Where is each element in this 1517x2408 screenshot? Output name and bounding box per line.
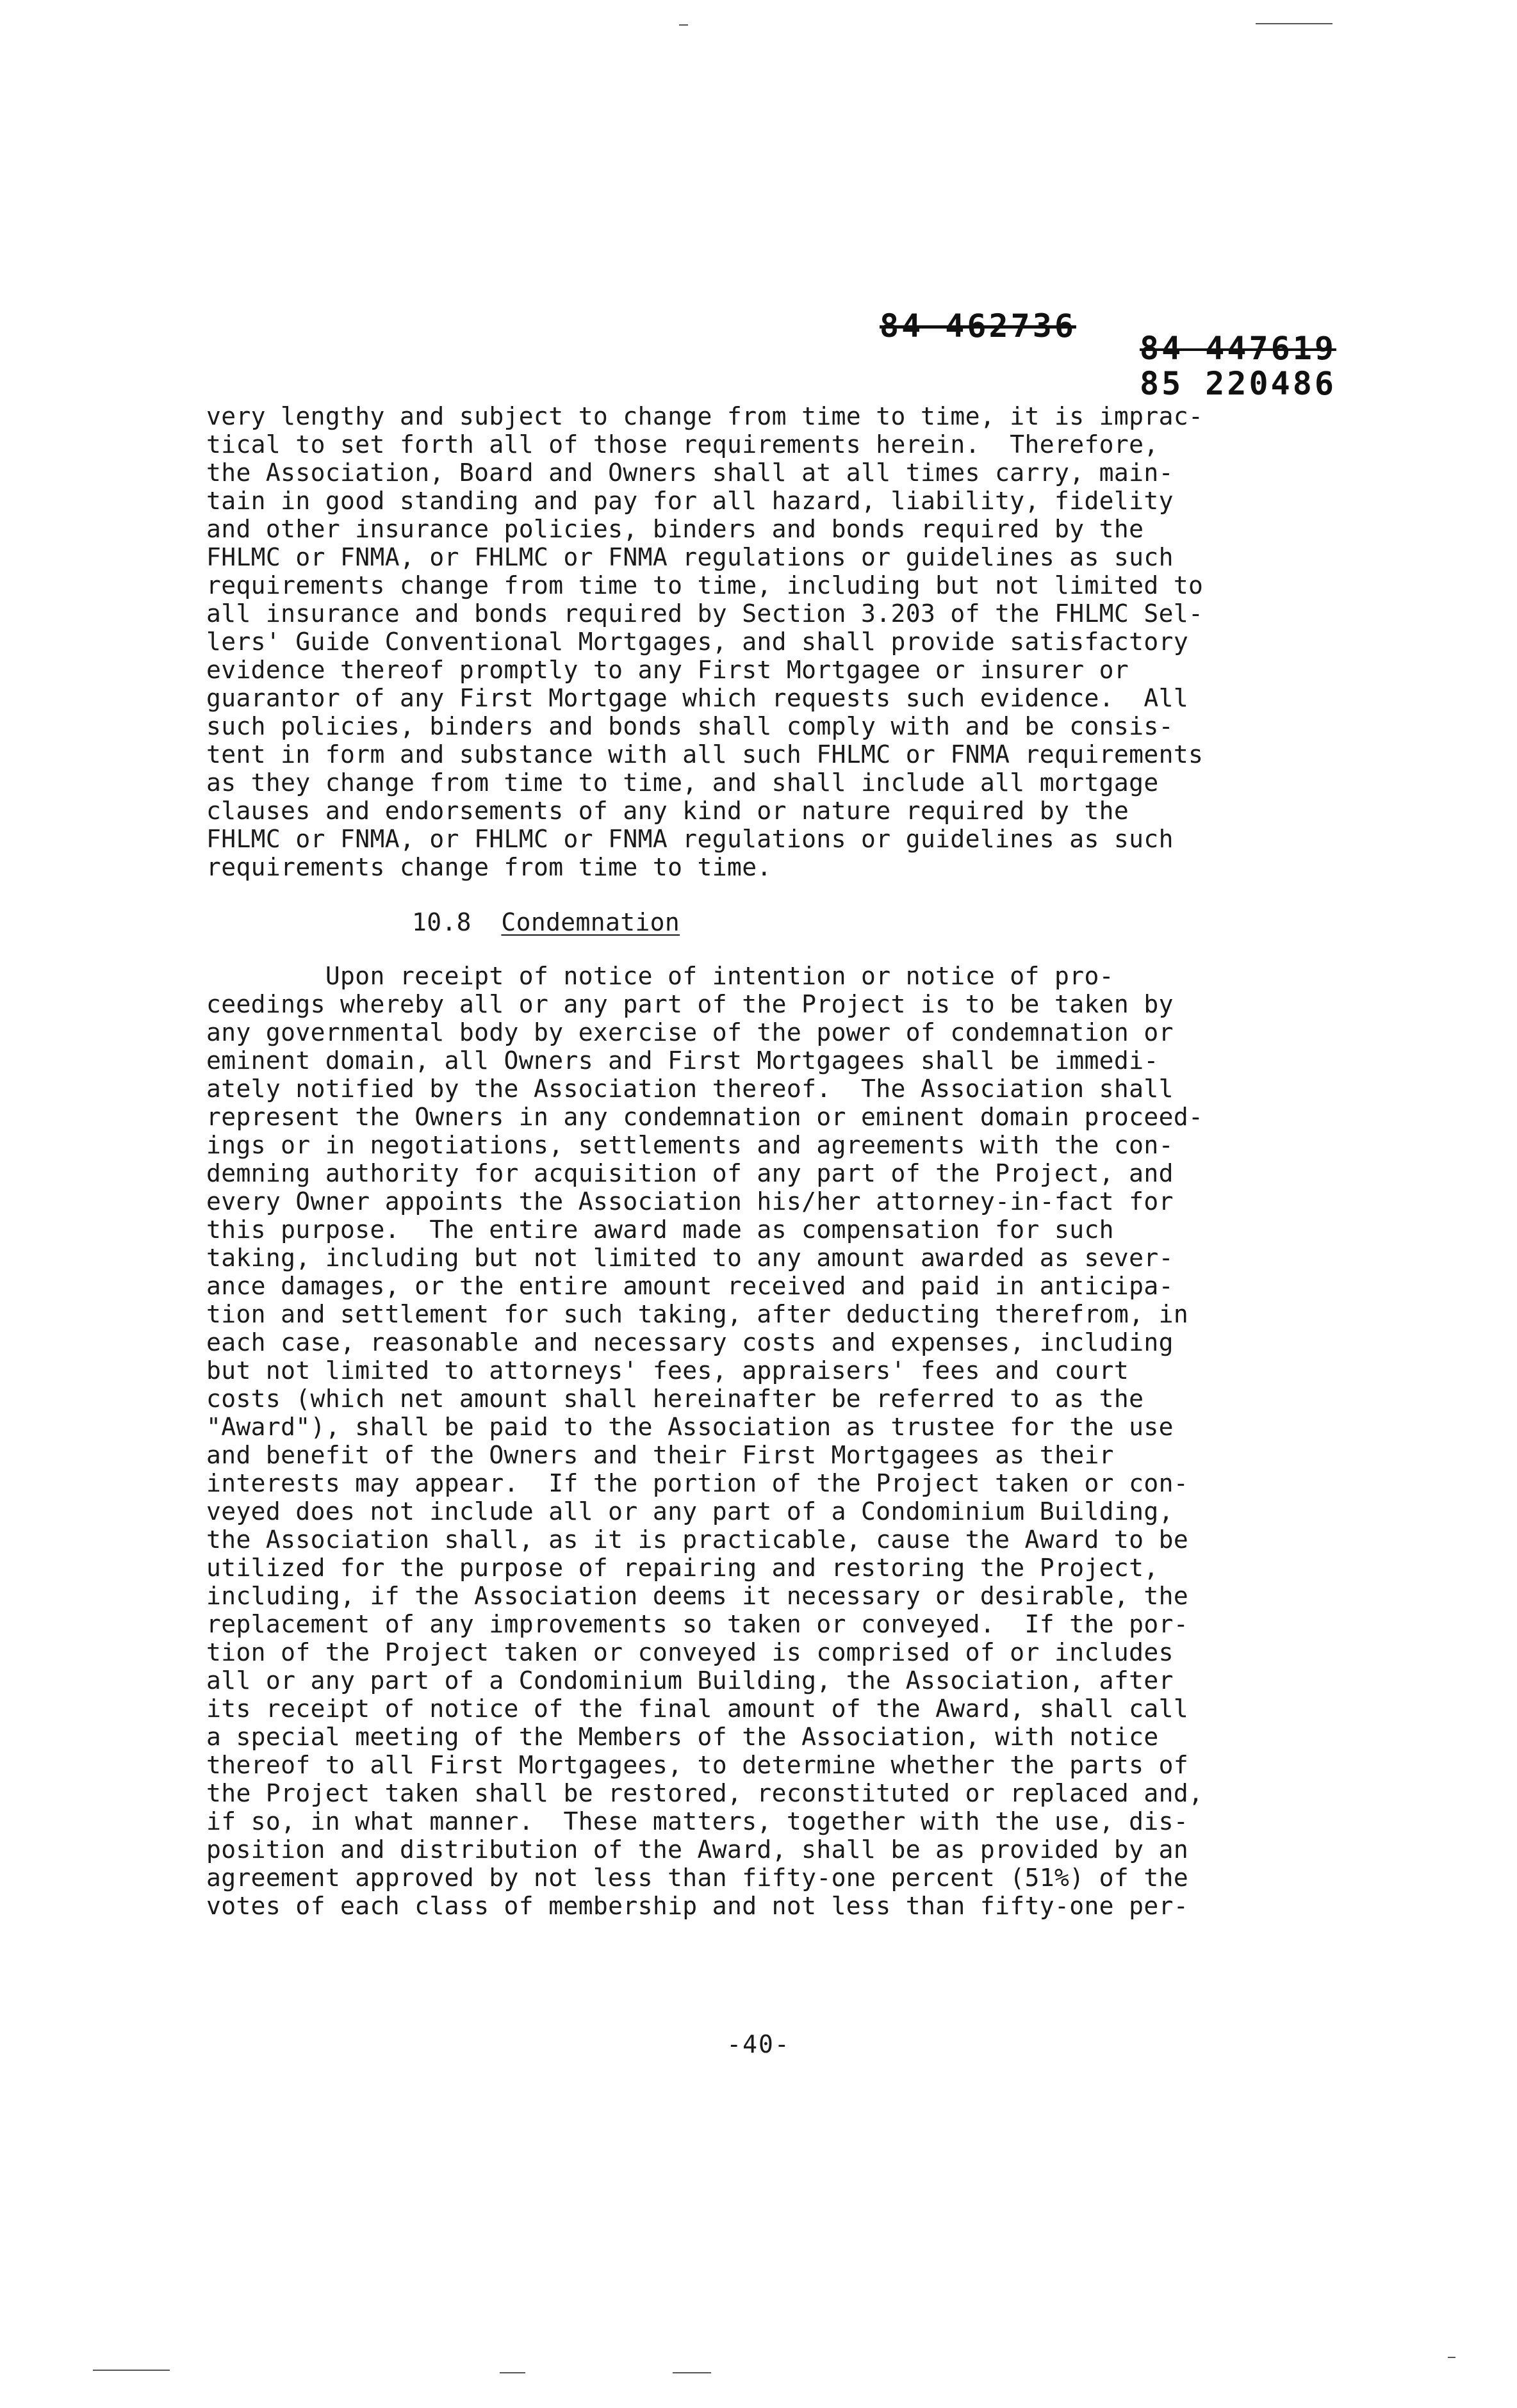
text-line: lers' Guide Conventional Mortgages, and shall provide satisfactory [206,628,1189,656]
text-line: evidence thereof promptly to any First Mortgagee or insurer or [206,656,1129,684]
text-line: tical to set forth all of those requirements herein. Therefore, [206,430,1159,459]
text-line: "Award"), shall be paid to the Association as trustee for the use [206,1413,1174,1441]
text-line: eminent domain, all Owners and First Mortgagees shall be immedi- [206,1046,1159,1075]
text-line: taking, including but not limited to any amount awarded as sever- [206,1244,1174,1272]
text-line: thereof to all First Mortgagees, to determine whether the parts of [206,1751,1189,1779]
scan-mark [1256,23,1332,24]
text-line: the Association shall, as it is practicable, cause the Award to be [206,1525,1189,1554]
section-heading [412,908,680,936]
text-line: requirements change from time to time. [206,853,772,881]
recording-stamp-struck-2: 84 447619 [1140,330,1336,367]
text-line: utilized for the purpose of repairing and restoring the Project, [206,1554,1159,1582]
paragraph-insurance [206,402,1359,881]
text-line: each case, reasonable and necessary costs and expenses, including [206,1328,1174,1356]
text-line: represent the Owners in any condemnation or eminent domain proceed- [206,1103,1204,1131]
text-line: every Owner appoints the Association his/her attorney-in-fact for [206,1187,1174,1216]
text-line: this purpose. The entire award made as compensation for such [206,1216,1114,1244]
text-line: requirements change from time to time, including but not limited to [206,571,1204,599]
text-line: and other insurance policies, binders and bonds required by the [206,515,1144,543]
paragraph-condemnation [206,962,1359,1920]
scan-mark [679,24,688,26]
text-line: agreement approved by not less than fifty-one percent (51%) of the [206,1864,1189,1892]
text-line: the Association, Board and Owners shall at all times carry, main- [206,459,1174,487]
text-line: the Project taken shall be restored, reconstituted or replaced and, [206,1779,1204,1807]
text-line: all or any part of a Condominium Building, the Association, after [206,1666,1174,1695]
section-number: 10.8 [412,908,472,936]
text-line: very lengthy and subject to change from time to time, it is imprac- [206,402,1204,430]
text-line: ings or in negotiations, settlements and agreements with the con- [206,1131,1174,1159]
text-line: FHLMC or FNMA, or FHLMC or FNMA regulations or guidelines as such [206,543,1174,571]
text-line: ance damages, or the entire amount received and paid in anticipa- [206,1272,1174,1300]
text-line: but not limited to attorneys' fees, appraisers' fees and court [206,1356,1129,1385]
text-line: costs (which net amount shall hereinafter be referred to as the [206,1385,1144,1413]
text-line: ately notified by the Association thereof. The Association shall [206,1075,1174,1103]
text-line: veyed does not include all or any part of a Condominium Building, [206,1497,1174,1525]
text-line: interests may appear. If the portion of the Project taken or con- [206,1469,1189,1497]
section-title: Condemnation [501,908,680,936]
text-line: tion of the Project taken or conveyed is comprised of or includes [206,1638,1174,1666]
scan-mark [1448,2357,1456,2358]
text-line: position and distribution of the Award, shall be as provided by an [206,1835,1189,1864]
text-line: demning authority for acquisition of any part of the Project, and [206,1159,1174,1187]
page-number: -40- [726,2030,791,2058]
recording-stamp: 85 220486 [1140,365,1336,402]
text-line: ceedings whereby all or any part of the Project is to be taken by [206,990,1174,1018]
text-line: and benefit of the Owners and their First Mortgagees as their [206,1441,1114,1469]
text-line: replacement of any improvements so taken or conveyed. If the por- [206,1610,1189,1638]
text-line: if so, in what manner. These matters, together with the use, dis- [206,1807,1189,1835]
text-line: including, if the Association deems it necessary or desirable, the [206,1582,1189,1610]
text-line: all insurance and bonds required by Section 3.203 of the FHLMC Sel- [206,599,1204,628]
scan-mark [93,2370,170,2371]
text-line: guarantor of any First Mortgage which requests such evidence. All [206,684,1189,712]
scan-mark [673,2372,711,2373]
text-line: Upon receipt of notice of intention or notice of pro- [206,962,1114,990]
text-line: tent in form and substance with all such FHLMC or FNMA requirements [206,740,1204,769]
text-line: FHLMC or FNMA, or FHLMC or FNMA regulations or guidelines as such [206,825,1174,853]
text-line: a special meeting of the Members of the Association, with notice [206,1723,1159,1751]
recording-stamp-struck: 84 462736 [880,307,1076,345]
text-line: as they change from time to time, and shall include all mortgage [206,769,1159,797]
text-line: any governmental body by exercise of the power of condemnation or [206,1018,1174,1046]
text-line: clauses and endorsements of any kind or nature required by the [206,797,1129,825]
text-line: such policies, binders and bonds shall comply with and be consis- [206,712,1174,740]
text-line: its receipt of notice of the final amount of the Award, shall call [206,1695,1189,1723]
text-line: tain in good standing and pay for all hazard, liability, fidelity [206,487,1174,515]
text-line: tion and settlement for such taking, after deducting therefrom, in [206,1300,1189,1328]
scan-mark [500,2372,525,2373]
text-line: votes of each class of membership and not less than fifty-one per- [206,1892,1189,1920]
